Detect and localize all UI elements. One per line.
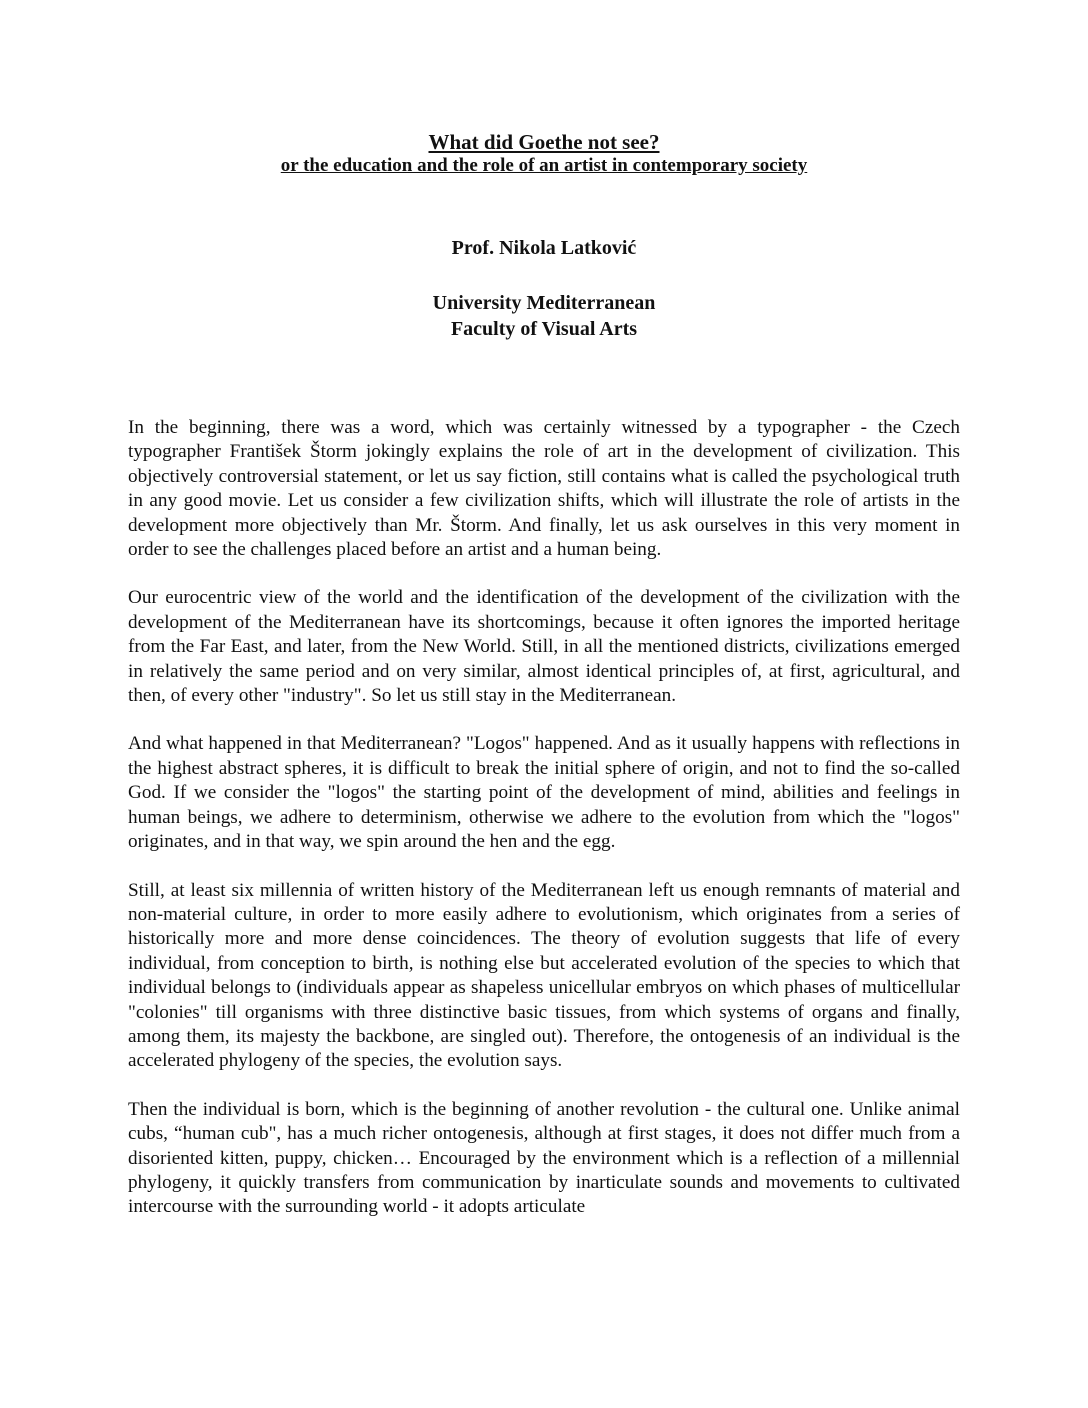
author-affiliation (0, 290, 1088, 342)
body-paragraph: In the beginning, there was a word, which was certainly witnessed by a typographer - the Czech typographer František Štorm jokingly explains the role of art in the development of civilization. This objectively controversial statement, or let us say fiction, still contains what is called the psychological truth in any good movie. Let us consider a few civilization shifts, which will illustrate the role of artists in the development more objectively than Mr. Štorm. And finally, let us ask ourselves in this very moment in order to see the challenges placed before an artist and a human being. (128, 417, 960, 561)
document-subtitle: or the education and the role of an artist in contemporary society (280, 155, 808, 176)
body-paragraph: Then the individual is born, which is the beginning of another revolution - the cultural one. Unlike animal cubs, “human cub", has a much richer ontogenesis, although at first stages, it does not differ much from a disoriented kitten, puppy, chicken… Encouraged by the environment which is a reflection of a millennial phylogeny, it quickly transfers from communication by inarticulate sounds and movements to cultivated intercourse with the surrounding world - it adopts articulate (128, 1098, 960, 1218)
document-title: What did Goethe not see? (428, 130, 660, 154)
faculty-name: Faculty of Visual Arts (450, 318, 638, 340)
body-paragraph: And what happened in that Mediterranean? "Logos" happened. And as it usually happens with reflections in the highest abstract spheres, it is difficult to break the initial sphere of origin, and not to find the so-called God. If we consider the "logos" the starting point of the development of mind, abilities and feelings in human beings, we adhere to determinism, otherwise we adhere to the evolution from which the "logos" originates, and in that way, we spin around the hen and the egg. (128, 733, 960, 853)
body-paragraph: Still, at least six millennia of written history of the Mediterranean left us enough remnants of material and non-material culture, in order to more easily adhere to evolutionism, which originates from a series of historically more and more dense coincidences. The theory of evolution suggests that life of every individual, from conception to birth, is nothing else but accelerated evolution of the species to which that individual belongs to (individuals appear as shapeless unicellular embryos on which phases of multicellular "colonies" till organisms with three distinctive basic tissues, from which systems of organs and finally, among them, its majesty the backbone, are singled out). Therefore, the ontogenesis of an individual is the accelerated phylogeny of the species, the evolution says. (128, 879, 960, 1072)
body-paragraph: Our eurocentric view of the world and the identification of the development of the civilization with the development of the Mediterranean have its shortcomings, because it often ignores the imported heritage from the Far East, and later, from the New World. Still, in all the mentioned districts, civilizations emerged in relatively the same period and on very similar, almost identical principles of, at first, agricultural, and then, of every other "industry". So let us still stay in the Mediterranean. (128, 587, 960, 707)
university-name: University Mediterranean (432, 292, 656, 314)
document-body (128, 416, 960, 1244)
author-name: Prof. Nikola Latković (451, 237, 637, 259)
document-header (0, 130, 1088, 178)
